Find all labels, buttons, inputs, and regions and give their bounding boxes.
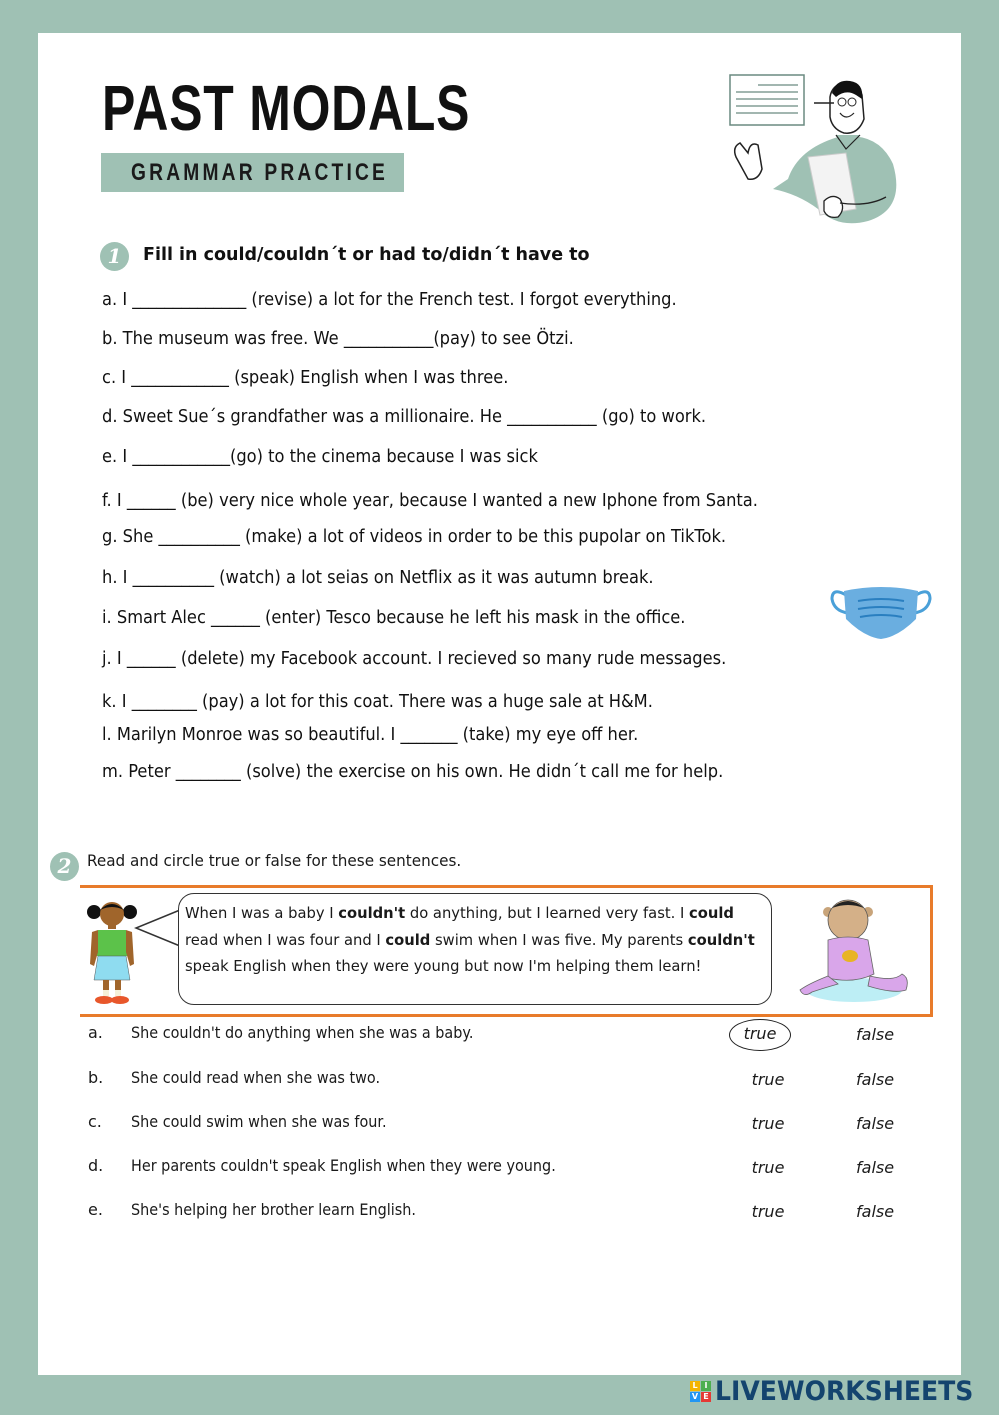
story-box bbox=[80, 885, 933, 1017]
teacher-illustration-icon bbox=[728, 69, 908, 229]
true-false-row-a bbox=[88, 1021, 938, 1049]
exercise-item-f[interactable]: f. I ______ (be) very nice whole year, because I wanted a new Iphone from Santa. bbox=[102, 491, 758, 511]
exercise-item-m[interactable]: m. Peter ________ (solve) the exercise on his own. He didn´t call me for help. bbox=[102, 762, 724, 782]
false-option[interactable]: false bbox=[856, 1025, 895, 1044]
true-false-row-d bbox=[88, 1154, 938, 1182]
true-false-row-e bbox=[88, 1198, 938, 1226]
subtitle-banner bbox=[101, 153, 404, 192]
exercise-item-l[interactable]: l. Marilyn Monroe was so beautiful. I _______ (take) my eye off her. bbox=[102, 725, 639, 745]
page-title: PAST MODALS bbox=[102, 72, 471, 144]
face-mask-icon bbox=[828, 581, 934, 641]
speech-bubble bbox=[178, 893, 772, 1005]
true-option[interactable]: true bbox=[751, 1070, 785, 1089]
false-option[interactable]: false bbox=[856, 1070, 895, 1089]
worksheet-page bbox=[38, 33, 961, 1375]
row-letter: b. bbox=[88, 1068, 104, 1087]
true-option[interactable]: true bbox=[751, 1114, 785, 1133]
story-text: When I was a baby I couldn't do anything, but I learned very fast. I could read when I was four and I could swim when I was five. My parents couldn't speak English when they were young but now I'm helping them learn! bbox=[185, 904, 755, 975]
exercise-item-a[interactable]: a. I ______________ (revise) a lot for the French test. I forgot everything. bbox=[102, 290, 677, 310]
true-option[interactable]: true bbox=[751, 1202, 785, 1221]
page-subtitle: GRAMMAR PRACTICE bbox=[131, 159, 389, 186]
row-sentence: She couldn't do anything when she was a baby. bbox=[131, 1023, 474, 1042]
exercise-item-b[interactable]: b. The museum was free. We ___________(pay) to see Ötzi. bbox=[102, 329, 574, 349]
true-false-row-c bbox=[88, 1110, 938, 1138]
speech-bubble-tail bbox=[134, 908, 182, 948]
section-1-number-badge: 1 bbox=[100, 242, 129, 271]
true-option-circled[interactable]: true bbox=[729, 1019, 791, 1051]
row-letter: a. bbox=[88, 1023, 103, 1042]
section-2-number-badge: 2 bbox=[50, 852, 79, 881]
exercise-item-h[interactable]: h. I __________ (watch) a lot seias on Netflix as it was autumn break. bbox=[102, 568, 654, 588]
liveworksheets-logo-icon: L I V E bbox=[690, 1381, 711, 1402]
row-letter: e. bbox=[88, 1200, 103, 1219]
brand-name: LIVEWORKSHEETS bbox=[715, 1375, 974, 1407]
row-letter: c. bbox=[88, 1112, 102, 1131]
row-sentence: She could swim when she was four. bbox=[131, 1112, 387, 1131]
false-option[interactable]: false bbox=[856, 1114, 895, 1133]
false-option[interactable]: false bbox=[856, 1158, 895, 1177]
exercise-item-i[interactable]: i. Smart Alec ______ (enter) Tesco because he left his mask in the office. bbox=[102, 608, 686, 628]
row-letter: d. bbox=[88, 1156, 104, 1175]
section-2-heading: Read and circle true or false for these sentences. bbox=[87, 851, 462, 870]
true-option[interactable]: true bbox=[751, 1158, 785, 1177]
liveworksheets-brand[interactable] bbox=[690, 1375, 993, 1407]
section-1-heading: Fill in could/couldn´t or had to/didn´t have to bbox=[143, 245, 590, 265]
row-sentence: Her parents couldn't speak English when they were young. bbox=[131, 1156, 556, 1175]
false-option[interactable]: false bbox=[856, 1202, 895, 1221]
exercise-item-c[interactable]: c. I ____________ (speak) English when I was three. bbox=[102, 368, 509, 388]
girl-illustration-icon bbox=[84, 896, 140, 1008]
exercise-item-d[interactable]: d. Sweet Sue´s grandfather was a millionaire. He ___________ (go) to work. bbox=[102, 407, 707, 427]
row-sentence: She's helping her brother learn English. bbox=[131, 1200, 416, 1219]
exercise-item-g[interactable]: g. She __________ (make) a lot of videos in order to be this pupolar on TikTok. bbox=[102, 527, 727, 547]
baby-illustration-icon bbox=[794, 894, 914, 1006]
exercise-item-j[interactable]: j. I ______ (delete) my Facebook account. I recieved so many rude messages. bbox=[102, 649, 727, 669]
exercise-item-k[interactable]: k. I ________ (pay) a lot for this coat. There was a huge sale at H&M. bbox=[102, 692, 653, 712]
row-sentence: She could read when she was two. bbox=[131, 1068, 381, 1087]
exercise-item-e[interactable]: e. I ____________(go) to the cinema because I was sick bbox=[102, 447, 538, 467]
true-false-row-b bbox=[88, 1066, 938, 1094]
